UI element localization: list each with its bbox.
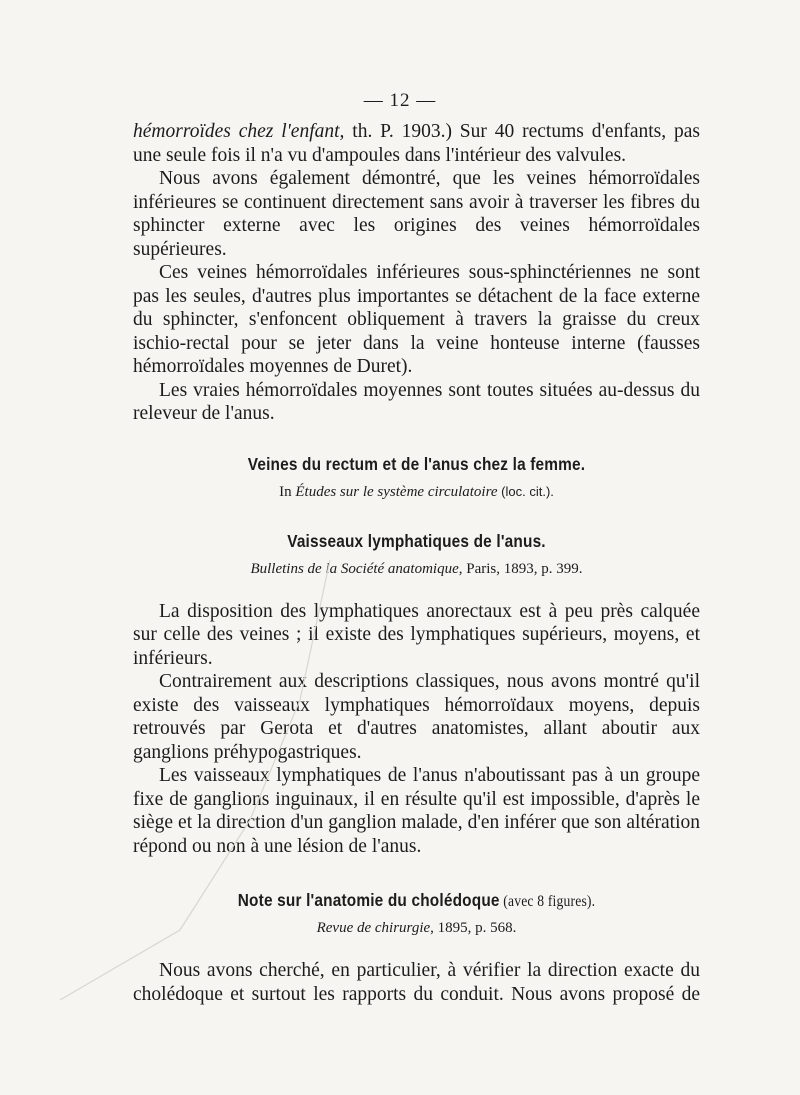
paragraph-sous-sphincteriennes: Ces veines hémorroïdales inférieures sous-sphinctériennes ne sont pas les seules, d'autres plus importantes se détachent de la face externe du sphincter, s'enfoncent obliquement à travers la graisse du creux ischio-rectal pour se jeter dans la veine honteuse interne (fausses hémorroïdales moyennes de Duret). xyxy=(133,262,700,377)
section-title-choledoque xyxy=(167,890,666,911)
page-body xyxy=(133,120,700,1006)
paragraph-contrairement: Contrairement aux descriptions classiques, nous avons montré qu'il existe des vaisseaux lymphatiques hémorroïdaux moyens, depuis retrouvés par Gerota et d'autres anatomistes, allant aboutir aux ganglions préhypogastriques. xyxy=(133,671,700,763)
intro-paragraph xyxy=(133,120,700,167)
ref-italic: Études sur le système circulatoire xyxy=(295,483,498,500)
ref-suffix: , 1895, p. 568. xyxy=(430,920,517,936)
paragraph-veines-inferieures: Nous avons également démontré, que les veines hémorroïdales inférieures se continuent directement sans avoir à traverser les fibres du sphincter externe avec les origines des veines hémorroïdales supérieures. xyxy=(133,168,700,260)
section-ref-veines-femme xyxy=(133,484,700,501)
paragraph-disposition-lymphatiques: La disposition des lymphatiques anorectaux est à peu près calquée sur celle des veines ; il existe des lymphatiques supérieurs, moyens, et inférieurs. xyxy=(133,600,700,669)
section-title-veines-femme: Veines du rectum et de l'anus chez la femme. xyxy=(247,453,586,474)
ref-suffix: (loc. cit.). xyxy=(497,483,554,499)
ref-prefix: In xyxy=(279,483,296,500)
ref-italic: Bulletins de la Société anatomique xyxy=(250,560,459,577)
paragraph-vaisseaux-anus: Les vaisseaux lymphatiques de l'anus n'aboutissant pas à un groupe fixe de ganglions inguinaux, il en résulte qu'il est impossible, d'après le siège et la direction d'un ganglion malade, d'en inférer que son altération répond ou non à une lésion de l'anus. xyxy=(133,765,700,857)
section-ref-choledoque xyxy=(133,920,700,937)
paragraph-vraies-hemorroidales: Les vraies hémorroïdales moyennes sont toutes situées au-dessus du releveur de l'anus. xyxy=(133,379,700,424)
ref-suffix: , Paris, 1893, p. 399. xyxy=(458,560,583,577)
page-number: — 12 — xyxy=(363,90,437,111)
section-title-lymphatiques: Vaisseaux lymphatiques de l'anus. xyxy=(287,530,546,551)
section-title-text: Note sur l'anatomie du cholédoque xyxy=(237,890,500,910)
section-ref-lymphatiques xyxy=(133,561,700,578)
intro-italic-citation: hémorroïdes chez l'enfant, xyxy=(133,121,345,142)
paragraph-cherche: Nous avons cherché, en particulier, à vérifier la direction exacte du cholédoque et surtout les rapports du conduit. Nous avons proposé de xyxy=(133,960,700,1005)
ref-italic: Revue de chirurgie xyxy=(316,920,431,936)
section-title-suffix: (avec 8 figures). xyxy=(499,893,596,910)
intro-text: th. P. 1903.) Sur 40 rectums d'enfants, pas une seule fois il n'a vu d'ampoules dans l'intérieur des valvules. xyxy=(133,121,700,166)
